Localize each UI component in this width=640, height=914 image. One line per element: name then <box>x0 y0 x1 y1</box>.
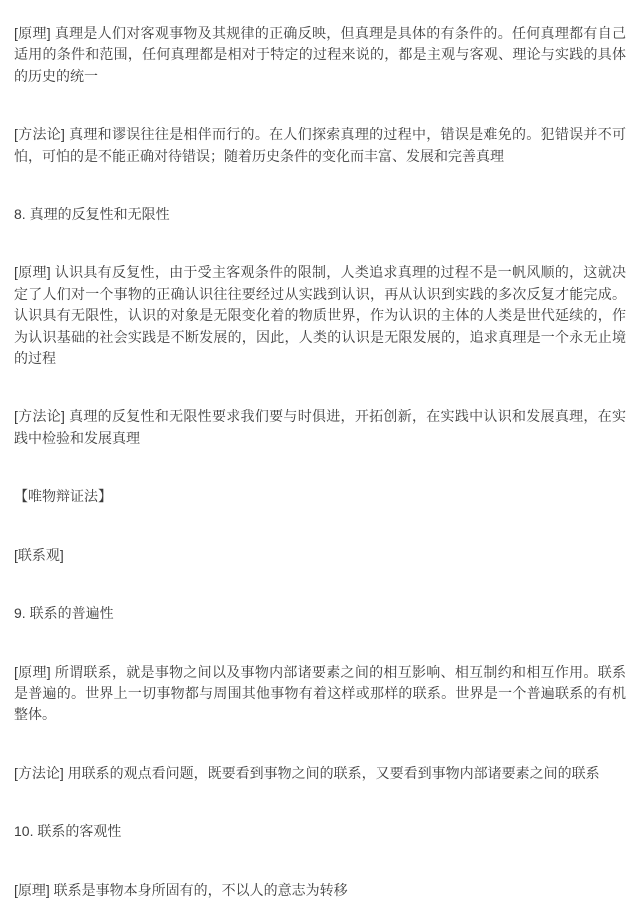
heading-9-universality-of-connection: 9. 联系的普遍性 <box>14 605 114 622</box>
principle-paragraph-cognition-repetition: [原理] 认识具有反复性，由于受主客观条件的限制，人类追求真理的过程不是一帆风顺的，这就决定了人们对一个事物的正确认识往往要经过从实践到认识，再从认识到实践的多次反复才能完成。认识具有无限性，认识的对象是无限变化着的物质世界，作为认识的主体的人类是世代延续的，作为认识基础的社会实践是不断发展的，因此，人类的认识是无限发展的，追求真理是一个永无止境的过程 <box>14 264 626 367</box>
methodology-paragraph-connection-viewpoint: [方法论] 用联系的观点看问题，既要看到事物之间的联系，又要看到事物内部诸要素之间的联系 <box>14 764 600 781</box>
methodology-paragraph-truth-error: [方法论] 真理和谬误往往是相伴而行的。在人们探索真理的过程中，错误是难免的。犯错误并不可怕，可怕的是不能正确对待错误；随着历史条件的变化而丰富、发展和完善真理 <box>14 126 626 164</box>
heading-8-truth-repetition-infinity: 8. 真理的反复性和无限性 <box>14 206 170 223</box>
section-title-materialist-dialectics: 【唯物辩证法】 <box>14 488 112 505</box>
principle-paragraph-truth-concrete: [原理] 真理是人们对客观事物及其规律的正确反映，但真理是具体的有条件的。任何真理都有自己适用的条件和范围，任何真理都是相对于特定的过程来说的，都是主观与客观、理论与实践的具体的历史的统一 <box>14 25 626 84</box>
principle-paragraph-connection-inherent: [原理] 联系是事物本身所固有的，不以人的意志为转移 <box>14 881 348 898</box>
heading-10-objectivity-of-connection: 10. 联系的客观性 <box>14 823 122 840</box>
subsection-title-view-of-connection: [联系观] <box>14 546 64 563</box>
principle-paragraph-connection-definition: [原理] 所谓联系，就是事物之间以及事物内部诸要素之间的相互影响、相互制约和相互作用。联系是普遍的。世界上一切事物都与周围其他事物有着这样或那样的联系。世界是一个普遍联系的有机整体。 <box>14 663 626 723</box>
methodology-paragraph-advance-with-times: [方法论] 真理的反复性和无限性要求我们要与时俱进，开拓创新，在实践中认识和发展真理，在实践中检验和发展真理 <box>14 408 626 446</box>
